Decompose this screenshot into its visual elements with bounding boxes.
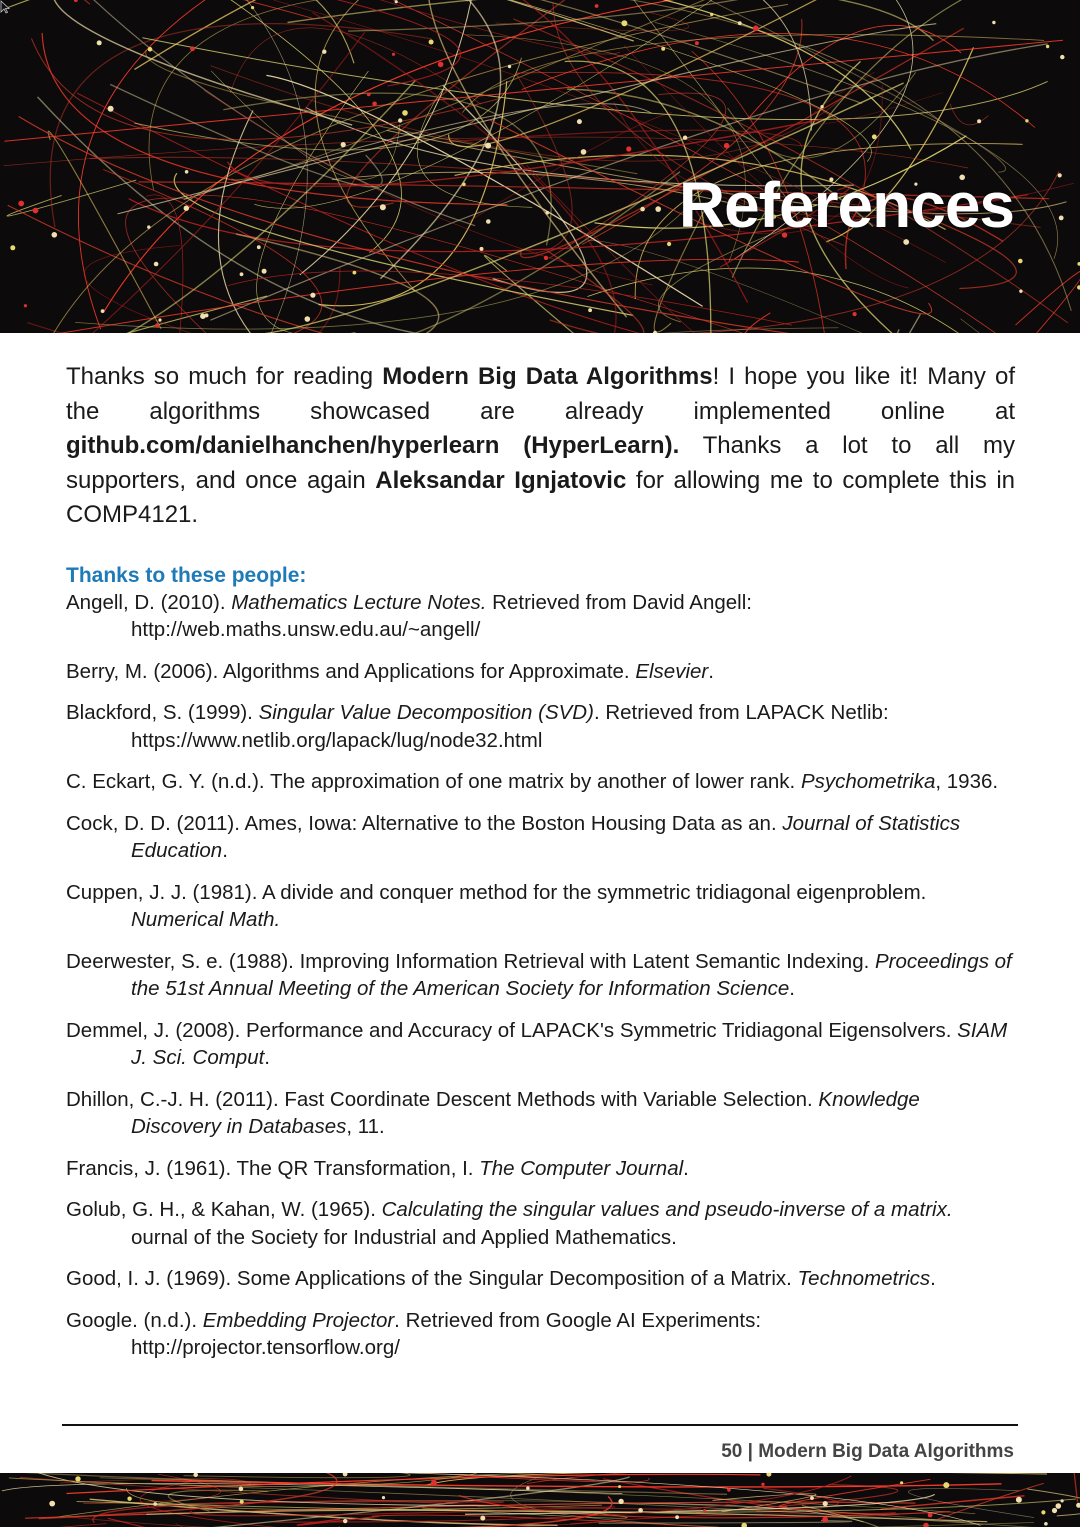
graph-node (240, 272, 244, 276)
intro-emphasis: Modern Big Data Algorithms (382, 363, 713, 390)
graph-node (618, 1499, 623, 1504)
graph-node (727, 1488, 731, 1492)
graph-edge (7, 180, 136, 216)
graph-node (588, 308, 592, 312)
reference-source: Knowledge Discovery in Databases (131, 1087, 920, 1138)
graph-node (655, 206, 661, 212)
intro-emphasis: Aleksandar Ignjatovic (375, 466, 627, 494)
graph-node (367, 93, 371, 97)
graph-edge (50, 0, 475, 226)
graph-node (310, 293, 315, 298)
graph-node (618, 1485, 621, 1488)
graph-edge (108, 1518, 172, 1527)
reference-text: Retrieved from David Angell: http://web.maths.unsw.edu.au/~angell/ (131, 590, 752, 641)
graph-node (943, 1482, 949, 1488)
reference-entry (66, 948, 1015, 1003)
graph-node (1025, 119, 1028, 122)
reference-text: . Retrieved from LAPACK Netlib: https://www.netlib.org/lapack/lug/node32.html (131, 701, 889, 752)
graph-edge (415, 0, 634, 41)
graph-node (193, 1473, 198, 1477)
graph-edge (878, 314, 920, 333)
graph-node (18, 201, 24, 207)
graph-node (595, 4, 599, 8)
mouse-pointer-icon (0, 0, 10, 14)
graph-node (1076, 1503, 1080, 1508)
reference-text: ournal of the Society for Industrial and Applied Mathematics. (131, 1225, 677, 1249)
reference-source: Technometrics (797, 1267, 931, 1290)
graph-node (667, 242, 671, 246)
graph-node (977, 119, 981, 123)
graph-edge (12, 259, 799, 333)
reference-text: Cock, D. D. (2011). Ames, Iowa: Alternative to the Boston Housing Data as an. (66, 811, 783, 835)
reference-source: Mathematics Lecture Notes. (231, 590, 487, 614)
graph-edge (104, 0, 1023, 311)
reference-source: Numerical Math. (131, 908, 281, 931)
graph-node (147, 225, 150, 228)
graph-node (724, 143, 730, 149)
intro-paragraph (66, 360, 1015, 533)
graph-node (127, 1497, 131, 1501)
reference-entry (66, 879, 1015, 934)
graph-node (761, 1483, 764, 1486)
reference-entry (66, 1017, 1015, 1072)
graph-node (1056, 1503, 1062, 1509)
graph-node (1044, 1522, 1048, 1526)
page-title: References (678, 169, 1014, 241)
graph-edge (461, 0, 812, 131)
page-footer: 50 | Modern Big Data Algorithms (721, 1441, 1014, 1462)
graph-node (820, 105, 823, 108)
graph-node (626, 146, 631, 151)
graph-node (158, 318, 161, 321)
graph-node (1052, 1508, 1057, 1513)
graph-node (928, 1513, 933, 1518)
graph-node (353, 271, 357, 275)
graph-node (101, 309, 105, 313)
reference-text: . (708, 659, 714, 683)
reference-text: . (789, 977, 795, 1000)
reference-text: , 11. (346, 1115, 385, 1138)
header-banner (0, 0, 1080, 333)
reference-list (66, 589, 1015, 1362)
graph-edge (27, 268, 340, 333)
reference-source: Journal of Statistics Education (131, 811, 961, 862)
graph-node (49, 1501, 55, 1507)
graph-node (485, 143, 491, 149)
graph-node (148, 47, 153, 52)
reference-text: . Retrieved from Google AI Experiments: http://projector.tensorflow.org/ (131, 1308, 762, 1359)
reference-entry (66, 1155, 1015, 1183)
reference-text: Francis, J. (1961). The QR Transformation, I. (66, 1156, 480, 1180)
reference-text: Good, I. J. (1969). Some Applications of the Singular Decomposition of a Matrix. (66, 1267, 798, 1290)
reference-entry (66, 699, 1015, 754)
graph-node (155, 323, 159, 327)
graph-node (24, 304, 27, 307)
section-heading: Thanks to these people: (66, 563, 307, 587)
graph-node (200, 313, 206, 319)
graph-node (683, 136, 687, 140)
graph-node (74, 0, 78, 2)
graph-node (402, 110, 408, 116)
graph-node (240, 1500, 244, 1504)
graph-node (239, 1487, 244, 1492)
graph-node (823, 1501, 828, 1506)
graph-node (154, 262, 159, 267)
graph-node (640, 207, 645, 212)
graph-node (703, 1509, 706, 1512)
graph-node (429, 40, 434, 45)
graph-edge (4, 40, 1063, 141)
graph-node (1058, 173, 1062, 177)
graph-node (395, 0, 398, 3)
graph-edge (1016, 270, 1080, 333)
graph-node (343, 1473, 348, 1476)
reference-text: , 1936. (935, 770, 999, 793)
reference-text: . (930, 1267, 936, 1290)
graph-node (343, 1519, 347, 1523)
network-graph-background (0, 1473, 1080, 1527)
reference-source: Elsevier (635, 659, 709, 683)
graph-node (900, 1481, 903, 1484)
reference-text: . (264, 1046, 270, 1069)
reference-text: . (683, 1156, 689, 1180)
reference-entry (66, 658, 1015, 686)
graph-node (766, 1473, 771, 1477)
graph-node (480, 1516, 485, 1521)
reference-source: The Computer Journal (479, 1156, 684, 1180)
graph-node (262, 269, 267, 274)
graph-node (75, 1476, 80, 1481)
footer-banner (0, 1473, 1080, 1527)
reference-source: Singular Value Decomposition (SVD) (258, 701, 594, 724)
reference-text: Golub, G. H., & Kahan, W. (1965). (66, 1198, 382, 1221)
graph-edge (8, 205, 790, 333)
graph-node (372, 102, 377, 107)
reference-entry (66, 810, 1015, 865)
graph-node (822, 1517, 828, 1523)
reference-entry (66, 1265, 1015, 1293)
graph-node (398, 118, 402, 122)
reference-text: Berry, M. (2006). Algorithms and Applications for Approximate. (66, 659, 636, 683)
graph-node (675, 1515, 679, 1519)
intro-emphasis: github.com/danielhanchen/hyperlearn (HyperLearn). (66, 432, 680, 459)
reference-entry (66, 1196, 1015, 1251)
reference-entry (66, 768, 1015, 796)
graph-node (621, 20, 627, 26)
graph-node (480, 247, 484, 251)
graph-node (992, 21, 995, 24)
graph-node (1016, 1497, 1022, 1503)
graph-node (853, 312, 857, 316)
graph-node (810, 1496, 814, 1500)
reference-source: Proceedings of the 51st Annual Meeting of the American Society for Information Science (131, 949, 1012, 1000)
graph-node (257, 245, 261, 249)
reference-entry (66, 1307, 1015, 1362)
main-content (66, 360, 1015, 1376)
graph-node (10, 245, 15, 250)
graph-node (741, 1523, 747, 1527)
reference-text: Deerwester, S. e. (1988). Improving Information Retrieval with Latent Semantic Indexing. (66, 949, 875, 973)
graph-node (462, 183, 466, 187)
graph-node (184, 206, 189, 211)
graph-edge (0, 1524, 107, 1527)
reference-text: Cuppen, J. J. (1981). A divide and conquer method for the symmetric tridiagonal eigenproblem. (66, 880, 927, 904)
reference-source: SIAM J. Sci. Comput (131, 1018, 1008, 1069)
graph-node (341, 142, 346, 147)
graph-node (33, 208, 39, 214)
graph-node (710, 13, 713, 16)
reference-text: Google. (n.d.). (66, 1308, 203, 1332)
graph-node (153, 1502, 157, 1506)
graph-node (1060, 55, 1064, 59)
graph-node (923, 1523, 929, 1527)
graph-node (661, 47, 665, 51)
graph-edge (950, 104, 988, 125)
intro-text: Thanks so much for reading (66, 363, 383, 390)
reference-entry (66, 1086, 1015, 1141)
graph-node (431, 1480, 437, 1486)
reference-text: Dhillon, C.-J. H. (2011). Fast Coordinate Descent Methods with Variable Selection. (66, 1087, 819, 1111)
graph-node (97, 40, 102, 45)
graph-node (526, 1486, 530, 1490)
graph-edge (3, 0, 354, 63)
graph-edge (496, 12, 689, 31)
network-graph-background (0, 0, 1080, 333)
graph-edge (67, 1474, 761, 1493)
graph-edge (451, 0, 862, 103)
graph-edge (174, 173, 633, 315)
graph-node (486, 219, 491, 224)
graph-node (1019, 290, 1022, 293)
graph-node (322, 50, 326, 54)
graph-node (108, 106, 114, 112)
graph-edge (31, 38, 498, 139)
graph-node (753, 25, 759, 31)
reference-source: Embedding Projector (202, 1308, 395, 1332)
graph-edge (371, 0, 1072, 311)
graph-node (438, 62, 444, 68)
graph-node (1018, 259, 1023, 264)
intro-text: Thanks a lot to all my supporters, and once again (66, 432, 1016, 494)
graph-node (305, 316, 311, 322)
reference-entry (66, 589, 1015, 644)
graph-node (546, 211, 550, 215)
graph-node (638, 1508, 643, 1513)
graph-node (872, 134, 877, 139)
graph-node (544, 256, 548, 260)
graph-node (581, 149, 587, 155)
graph-node (1061, 1499, 1064, 1502)
reference-source: Psychometrika (800, 770, 936, 793)
graph-node (382, 1496, 385, 1499)
reference-text: . (222, 839, 228, 862)
graph-node (695, 41, 699, 45)
footer-divider (62, 1424, 1018, 1426)
graph-node (1059, 216, 1064, 221)
graph-node (577, 119, 582, 124)
reference-text: C. Eckart, G. Y. (n.d.). The approximation of one matrix by another of lower rank. (66, 770, 801, 793)
graph-node (185, 170, 189, 174)
intro-text: ! I hope you like it! Many of the algorithms showcased are already implemented online at (66, 363, 1015, 425)
graph-node (52, 232, 58, 238)
graph-node (392, 53, 395, 56)
graph-node (1046, 45, 1049, 48)
reference-text: Angell, D. (2010). (66, 590, 232, 614)
graph-node (508, 65, 511, 68)
graph-node (190, 46, 195, 51)
graph-node (380, 204, 386, 210)
intro-text: for allowing me to complete this in COMP4121. (66, 466, 1016, 528)
graph-node (251, 6, 254, 9)
reference-text: Demmel, J. (2008). Performance and Accuracy of LAPACK's Symmetric Tridiagonal Eigensolvers. (66, 1018, 958, 1042)
reference-source: Calculating the singular values and pseudo-inverse of a matrix. (381, 1198, 953, 1221)
graph-node (1041, 1510, 1045, 1514)
graph-edge (184, 1473, 411, 1478)
graph-node (653, 331, 657, 333)
graph-node (738, 21, 742, 25)
reference-text: Blackford, S. (1999). (66, 701, 259, 724)
